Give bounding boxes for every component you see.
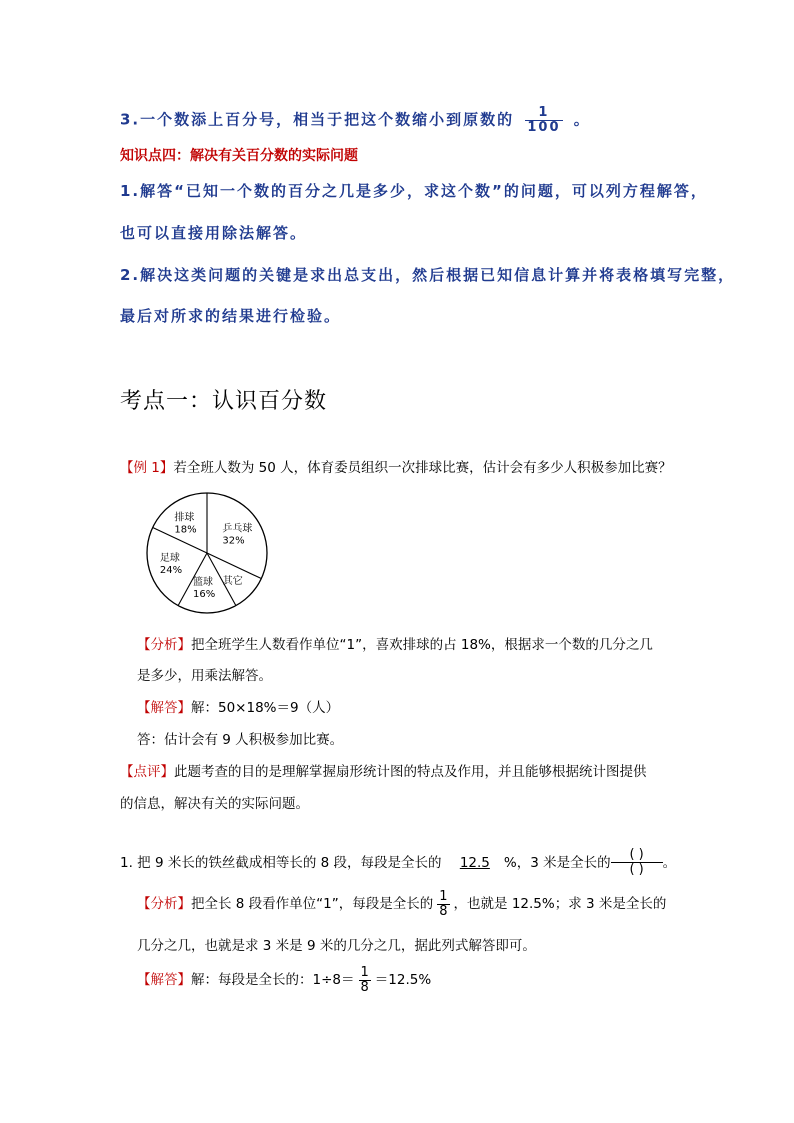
pie-slice-label-0: 乒乓球 (222, 523, 253, 535)
q1-analysis-tag: 【分析】 (137, 896, 191, 913)
q1-text-a: 1. 把 9 米长的铁丝截成相等长的 8 段，每段是全长的 (120, 854, 442, 871)
pie-slice-label-1: 其它 (222, 575, 243, 587)
point3-line (120, 106, 591, 134)
q1-analysis-frac-num: 1 (439, 889, 448, 904)
q1-answer-frac-num: 1 (360, 965, 369, 980)
k4-item1-line2: 也可以直接用除法解答。 (120, 224, 308, 242)
q1-analysis-text-a: 把全长 8 段看作单位“1”，每段是全长的 (191, 896, 434, 913)
ex1-comment-tag: 【点评】 (120, 764, 174, 780)
q1-answer (137, 966, 431, 994)
q1-answer-tag: 【解答】 (137, 972, 191, 989)
q1-answer-text-b: ＝12.5% (374, 972, 432, 989)
knowledge4-title: 知识点四：解决有关百分数的实际问题 (120, 148, 358, 164)
k4-item1-line1: 1.解答“已知一个数的百分之几是多少，求这个数”的问题，可以列方程解答， (120, 182, 708, 200)
q1-analysis-text-b: ，也就是 12.5%；求 3 米是全长的 (453, 896, 667, 913)
q1-answer-text-a: 解：每段是全长的：1÷8＝ (191, 972, 355, 989)
example1-question (120, 456, 672, 476)
ex1-reply: 答：估计会有 9 人积极参加比赛。 (137, 732, 344, 748)
example1-tag: 【例 1】 (120, 460, 174, 476)
pie-chart (140, 484, 275, 624)
pie-slice-label-3: 足球 (159, 552, 180, 564)
point3-frac-num: 1 (538, 105, 550, 120)
pie-slice-value-2: 16% (193, 588, 216, 600)
example1-text: 若全班人数为 50 人，体育委员组织一次排球比赛，估计会有多少人积极参加比赛？ (173, 460, 672, 476)
q1-end: 。 (662, 854, 677, 871)
ex1-answer-tag: 【解答】 (137, 700, 191, 716)
pie-slice-value-3: 24% (159, 564, 183, 576)
k4-item2-line2: 最后对所求的结果进行检验。 (120, 307, 342, 325)
ex1-analysis-line2: 是多少，用乘法解答。 (137, 668, 272, 684)
q1-blank: 12.5 (459, 854, 490, 871)
ex1-analysis-text1: 把全班学生人数看作单位“1”，喜欢排球的占 18%，根据求一个数的几分之几 (191, 637, 653, 653)
ex1-answer (137, 696, 339, 716)
pie-slice-value-0: 32% (222, 535, 245, 547)
point3-frac-den: 100 (527, 119, 561, 135)
ex1-analysis-tag: 【分析】 (137, 637, 191, 653)
q1-analysis-frac-den: 8 (439, 903, 448, 919)
q1-text-b: %，3 米是全长的 (503, 854, 611, 871)
q1-answer-fraction (359, 966, 371, 994)
q1-analysis-line1 (137, 890, 666, 918)
q1-paren-fraction (611, 848, 663, 878)
ex1-comment-line1 (120, 760, 647, 780)
section-title: 考点一：认识百分数 (120, 389, 328, 414)
q1-paren-num: ( ) (629, 847, 644, 862)
point3-fraction (525, 106, 562, 134)
pie-slice-value-4: 18% (174, 524, 197, 536)
ex1-analysis-line1 (137, 633, 653, 653)
q1-paren-den: ( ) (611, 862, 663, 877)
pie-slice-label-4: 排球 (174, 512, 195, 524)
q1-answer-frac-den: 8 (360, 979, 369, 995)
point3-end: 。 (573, 110, 591, 129)
q1-analysis-line2: 几分之几，也就是求 3 米是 9 米的几分之几，据此列式解答即可。 (137, 938, 536, 954)
pie-slice-label-2: 篮球 (193, 576, 213, 588)
ex1-answer-text: 解：50×18%＝9（人） (191, 700, 340, 716)
q1-analysis-fraction (437, 890, 449, 918)
point3-text: 3.一个数添上百分号，相当于把这个数缩小到原数的 (120, 110, 515, 129)
q1-line (120, 848, 676, 878)
ex1-comment-line2: 的信息，解决有关的实际问题。 (120, 796, 309, 812)
k4-item2-line1: 2.解决这类问题的关键是求出总支出，然后根据已知信息计算并将表格填写完整， (120, 266, 736, 284)
ex1-comment-text1: 此题考查的目的是理解掌握扇形统计图的特点及作用，并且能够根据统计图提供 (174, 764, 647, 780)
